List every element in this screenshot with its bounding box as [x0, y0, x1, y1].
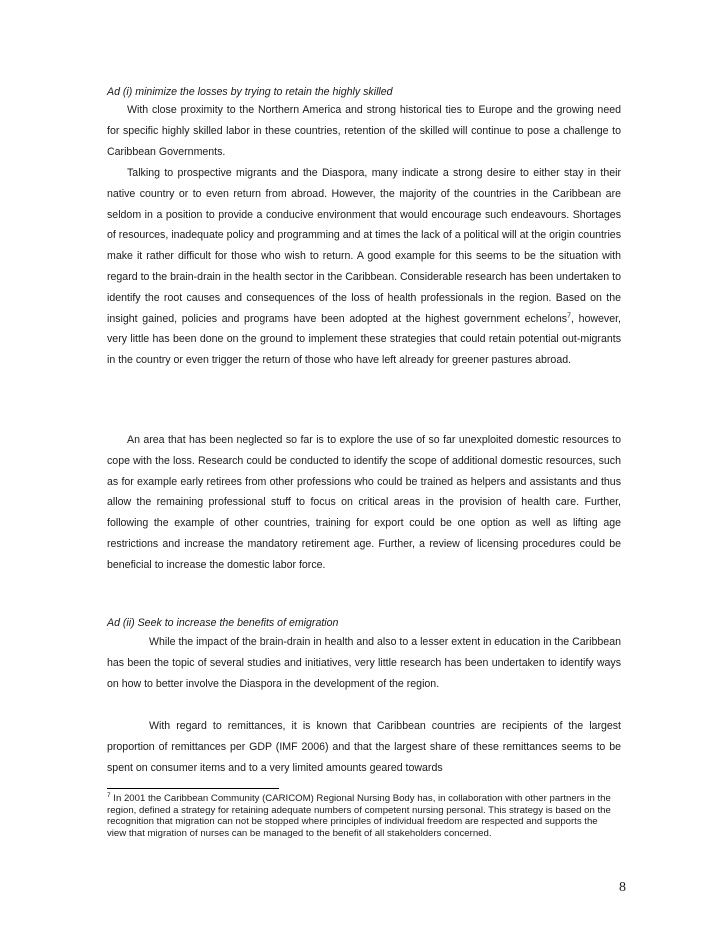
- paragraph-prospective-migrants-part-1: Talking to prospective migrants and the Diaspora, many indicate a strong desire to either stay in their native country or to even return from abroad. However, the majority of the countries in the Caribbean are seldom in a position to provide a conducive environment that would encourage such endeavours. Shortages of resources, inadequate policy and programming and at times the lack of a political will at the origin countries make it rather difficult for those who wish to return. A good example for this seems to be the situation with regard to the brain-drain in the health sector in the Caribbean. Considerable research has been undertaken to identify the root causes and consequences of the loss of health professionals in the region. Based on the insight gained, policies and programs have been adopted at the highest government echelons: [107, 167, 621, 325]
- section-heading-benefits-emigration: Ad (ii) Seek to increase the benefits of emigration: [107, 617, 339, 629]
- paragraph-prospective-migrants: [107, 163, 621, 371]
- footnote-marker: 7: [107, 791, 111, 799]
- footnote-reference: 7: [567, 312, 571, 320]
- paragraph-prospective-migrants-part-2: , however, very little has been done on the ground to implement these strategies that could retain potential out-migrants in the country or even trigger the return of those who have left already for greener pastures abroad.: [107, 312, 621, 367]
- paragraph-domestic-resources: An area that has been neglected so far is to explore the use of so far unexploited domestic resources to cope with the loss. Research could be conducted to identify the scope of additional domestic resources, such as for example early retirees from other professions who could be trained as helpers and assistants and thus allow the remaining professional stuff to focus on critical areas in the provision of health care. Further, following the example of other countries, training for export could be one option as well as lifting age restrictions and increase the mandatory retirement age. Further, a review of licensing procedures could be beneficial to increase the domestic labor force.: [107, 434, 621, 571]
- footnote-text: In 2001 the Caribbean Community (CARICOM) Regional Nursing Body has, in collaboration with other partners in the region, defined a strategy for retaining adequate numbers of competent nursing personal. This strategy is based on the recognition that migration can not be stopped where principles of individual freedom are respected and supports the view that migration of nurses can be managed to the benefit of all stakeholders concerned.: [107, 793, 611, 839]
- paragraph-retention-challenge: With close proximity to the Northern America and strong historical ties to Europe and the growing need for specific highly skilled labor in these countries, retention of the skilled will continue to pose a challenge to Caribbean Governments.: [107, 104, 621, 158]
- page-number: 8: [619, 880, 626, 895]
- paragraph-brain-drain: While the impact of the brain-drain in health and also to a lesser extent in education in the Caribbean has been the topic of several studies and initiatives, very little research has been undertaken to identify ways on how to better involve the Diaspora in the development of the region.: [107, 636, 621, 690]
- section-heading-retain-skilled: Ad (i) minimize the losses by trying to retain the highly skilled: [107, 86, 393, 98]
- footnote: [107, 793, 612, 839]
- footnote-separator: [107, 788, 279, 789]
- paragraph-remittances: With regard to remittances, it is known that Caribbean countries are recipients of the largest proportion of remittances per GDP (IMF 2006) and that the largest share of these remittances seems to be spent on consumer items and to a very limited amounts geared towards: [107, 720, 621, 774]
